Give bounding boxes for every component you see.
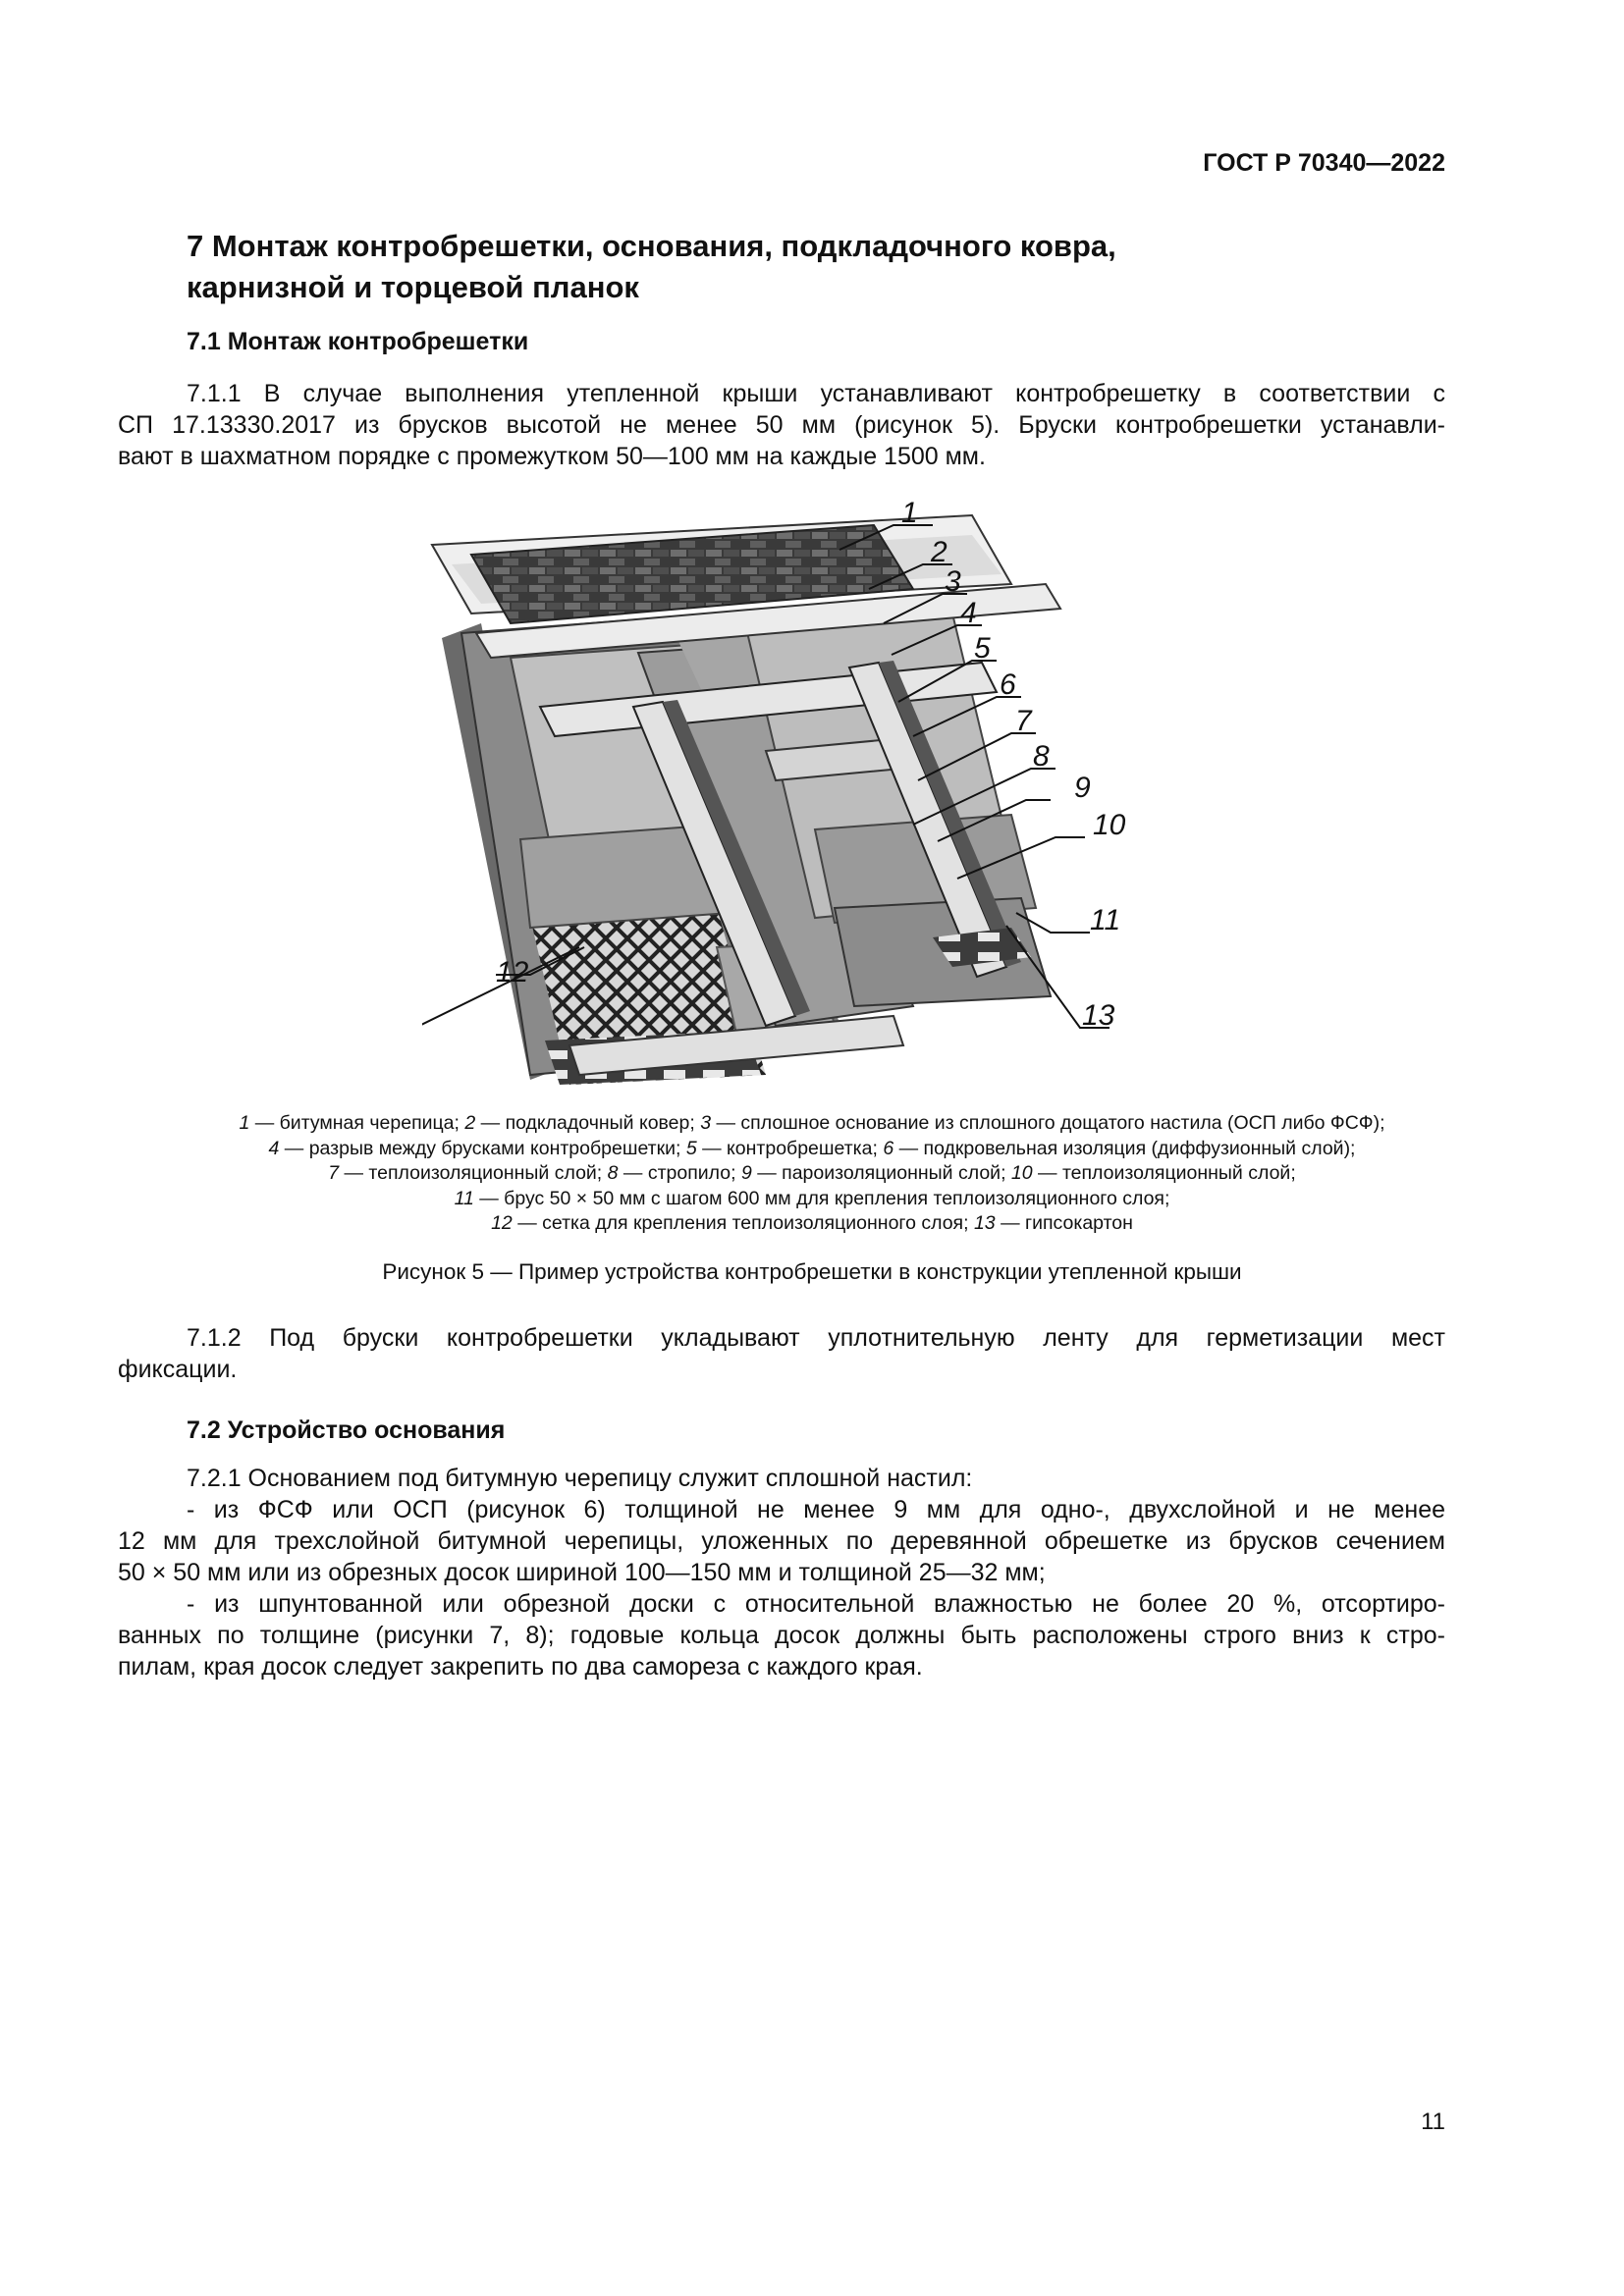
item-1-line2: 12 мм для трехслойной битумной черепицы, уложенных по деревянной обрешетке из брусков сечением bbox=[118, 1527, 1445, 1555]
callout-10: 10 bbox=[1093, 809, 1126, 841]
paragraph-7-2-1: 7.2.1 Основанием под битумную черепицу служит сплошной настил: bbox=[187, 1465, 973, 1492]
figure-5-roof-diagram bbox=[422, 496, 1129, 1085]
legend-line-3: 7 — теплоизоляционный слой; 8 — стропило; 9 — пароизоляционный слой; 10 — теплоизоляционный слой; bbox=[328, 1162, 1296, 1184]
paragraph-7-1-1-line1: 7.1.1 В случае выполнения утепленной крыши устанавливают контробрешетку в соответствии с bbox=[187, 380, 1445, 407]
legend-line-2: 4 — разрыв между брусками контробрешетки; 5 — контробрешетка; 6 — подкровельная изоляция (диффузионный слой); bbox=[268, 1137, 1356, 1159]
item-1-line1: - из ФСФ или ОСП (рисунок 6) толщиной не менее 9 мм для одно-, двухслойной и не менее bbox=[187, 1496, 1445, 1523]
section-7-2-body bbox=[118, 1463, 1445, 1682]
paragraph-7-1-2-line2: фиксации. bbox=[118, 1356, 238, 1383]
callout-4: 4 bbox=[960, 597, 977, 629]
callout-13: 13 bbox=[1082, 999, 1115, 1032]
callout-2: 2 bbox=[931, 536, 947, 568]
section-7-title bbox=[187, 226, 1463, 308]
section-7-title-line1: 7 Монтаж контробрешетки, основания, подкладочного ковра, bbox=[187, 229, 1116, 263]
item-2-line1: - из шпунтованной или обрезной доски с относительной влажностью не более 20 %, отсортиро- bbox=[187, 1590, 1445, 1618]
legend-line-1: 1 — битумная черепица; 2 — подкладочный ковер; 3 — сплошное основание из сплошного дощатого настила (ОСП либо ФСФ); bbox=[239, 1112, 1385, 1134]
paragraph-7-1-2 bbox=[118, 1322, 1445, 1385]
legend-line-5: 12 — сетка для крепления теплоизоляционного слоя; 13 — гипсокартон bbox=[491, 1212, 1133, 1234]
paragraph-7-1-1-line3: вают в шахматном порядке с промежутком 50—100 мм на каждые 1500 мм. bbox=[118, 443, 986, 470]
item-1-line3: 50 × 50 мм или из обрезных досок шириной 100—150 мм и толщиной 25—32 мм; bbox=[118, 1559, 1046, 1586]
callout-8: 8 bbox=[1033, 740, 1050, 773]
figure-5-legend bbox=[98, 1111, 1526, 1237]
callout-11: 11 bbox=[1090, 904, 1121, 936]
legend-line-4: 11 — брус 50 × 50 мм с шагом 600 мм для крепления теплоизоляционного слоя; bbox=[454, 1187, 1170, 1209]
section-7-title-line2: карнизной и торцевой планок bbox=[187, 270, 639, 304]
callout-12: 12 bbox=[496, 956, 529, 988]
paragraph-7-1-2-line1: 7.1.2 Под бруски контробрешетки укладывают уплотнительную ленту для герметизации мест bbox=[187, 1324, 1445, 1352]
page-number: 11 bbox=[1421, 2109, 1445, 2135]
callout-6: 6 bbox=[1000, 668, 1016, 701]
section-7-2-title: 7.2 Устройство основания bbox=[187, 1416, 506, 1444]
section-7-1-title: 7.1 Монтаж контробрешетки bbox=[187, 328, 529, 355]
callout-5: 5 bbox=[974, 632, 991, 665]
callout-7: 7 bbox=[1015, 705, 1032, 737]
paragraph-7-1-1-line2: СП 17.13330.2017 из брусков высотой не менее 50 мм (рисунок 5). Бруски контробрешетки устанавли- bbox=[118, 411, 1445, 439]
paragraph-7-1-1 bbox=[118, 378, 1445, 472]
callout-1: 1 bbox=[901, 497, 918, 529]
item-2-line3: пилам, края досок следует закрепить по два самореза с каждого края. bbox=[118, 1653, 923, 1681]
callout-9: 9 bbox=[1074, 772, 1091, 804]
figure-5-caption: Рисунок 5 — Пример устройства контробрешетки в конструкции утепленной крыши bbox=[382, 1259, 1242, 1284]
document-code: ГОСТ Р 70340—2022 bbox=[1203, 149, 1445, 177]
item-2-line2: ванных по толщине (рисунки 7, 8); годовые кольца досок должны быть расположены строго вниз к стро- bbox=[118, 1622, 1445, 1649]
callout-3: 3 bbox=[945, 565, 961, 598]
